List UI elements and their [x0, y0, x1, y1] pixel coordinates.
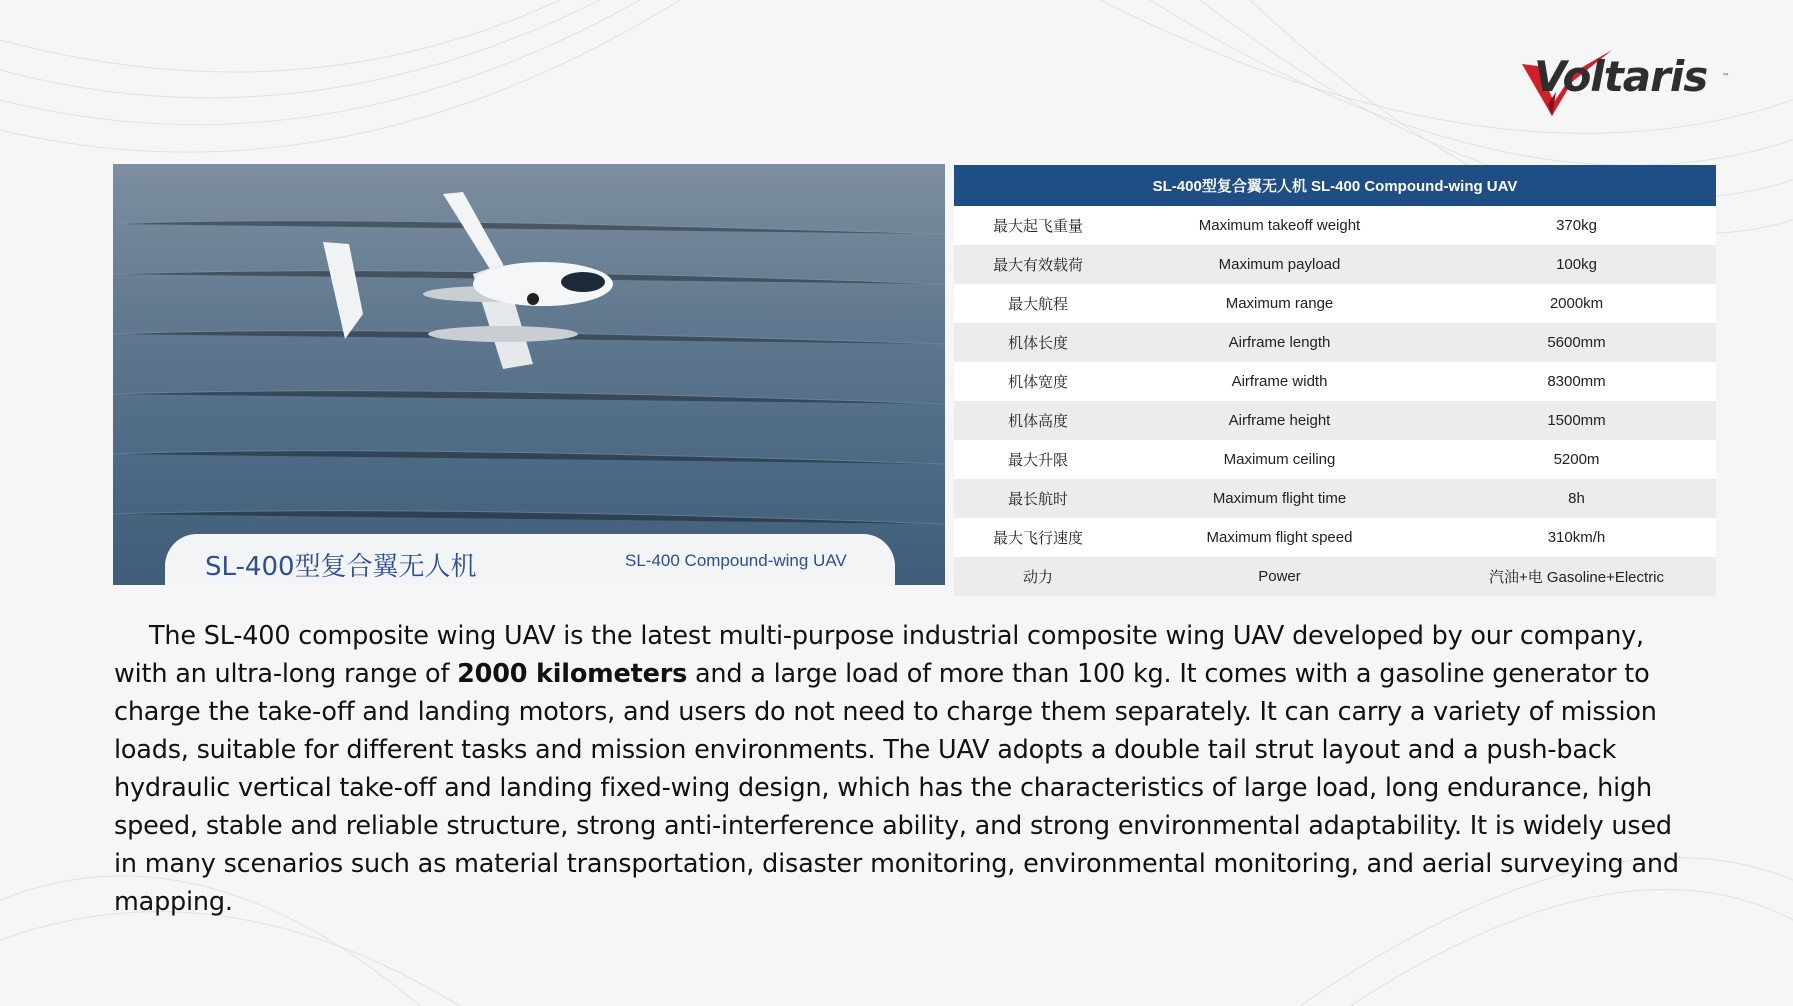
spec-cn: 机体高度: [954, 401, 1122, 440]
table-row: [954, 362, 1716, 401]
spec-en: Airframe height: [1122, 401, 1437, 440]
description-paragraph: [114, 617, 1694, 921]
uav-over-water-image: [113, 164, 945, 585]
table-row: [954, 557, 1716, 596]
spec-cn: 最大飞行速度: [954, 518, 1122, 557]
logo-text: Voltaris: [1534, 52, 1708, 101]
table-row: [954, 440, 1716, 479]
spec-cn: 最长航时: [954, 479, 1122, 518]
spec-value: 5600mm: [1437, 323, 1716, 362]
spec-en: Maximum takeoff weight: [1122, 206, 1437, 245]
spec-cn: 最大起飞重量: [954, 206, 1122, 245]
spec-en: Power: [1122, 557, 1437, 596]
spec-value: 100kg: [1437, 245, 1716, 284]
spec-cn: 最大有效载荷: [954, 245, 1122, 284]
table-row: [954, 245, 1716, 284]
spec-value: 370kg: [1437, 206, 1716, 245]
description-text-2: and a large load of more than 100 kg. It comes with a gasoline generator to charge the take-off and landing motors, and users do not need to charge them separately. It can carry a variety of mission loads, suitable for different tasks and mission environments. The UAV adopts a double tail strut layout and a push-back hydraulic vertical take-off and landing fixed-wing design, which has the characteristics of large load, long endurance, high speed, stable and reliable structure, strong anti-interference ability, and strong environmental adaptability. It is widely used in many scenarios such as material transportation, disaster monitoring, environmental monitoring, and aerial surveying and mapping.: [114, 659, 1679, 917]
spec-value: 8300mm: [1437, 362, 1716, 401]
table-row: [954, 518, 1716, 557]
spec-cn: 机体宽度: [954, 362, 1122, 401]
spec-en: Maximum flight speed: [1122, 518, 1437, 557]
spec-en: Maximum payload: [1122, 245, 1437, 284]
spec-cn: 最大航程: [954, 284, 1122, 323]
spec-table-title: SL-400型复合翼无人机 SL-400 Compound-wing UAV: [954, 165, 1716, 206]
table-row: [954, 323, 1716, 362]
spec-value: 5200m: [1437, 440, 1716, 479]
table-row: [954, 284, 1716, 323]
spec-value: 2000km: [1437, 284, 1716, 323]
spec-cn: 动力: [954, 557, 1122, 596]
spec-cn: 最大升限: [954, 440, 1122, 479]
table-row: [954, 401, 1716, 440]
spec-en: Maximum ceiling: [1122, 440, 1437, 479]
spec-value: 8h: [1437, 479, 1716, 518]
spec-table: [954, 165, 1716, 596]
spec-cn: 机体长度: [954, 323, 1122, 362]
photo-caption: [165, 534, 895, 585]
spec-en: Maximum range: [1122, 284, 1437, 323]
logo-trademark: ™: [1722, 72, 1730, 81]
spec-en: Maximum flight time: [1122, 479, 1437, 518]
uav-aircraft-icon: [323, 192, 613, 369]
caption-english: SL-400 Compound-wing UAV: [625, 551, 847, 570]
spec-value: 310km/h: [1437, 518, 1716, 557]
table-row: [954, 206, 1716, 245]
caption-chinese: SL-400型复合翼无人机: [205, 552, 477, 582]
spec-en: Airframe length: [1122, 323, 1437, 362]
uav-photo: [113, 164, 945, 585]
description-text-1: The SL-400 composite wing UAV is the latest multi-purpose industrial composite wing UAV developed by our company, with an ultra-long range of: [114, 621, 1644, 689]
spec-en: Airframe width: [1122, 362, 1437, 401]
table-row: [954, 479, 1716, 518]
description-highlight: 2000 kilometers: [457, 659, 688, 689]
spec-value: 1500mm: [1437, 401, 1716, 440]
spec-value: 汽油+电 Gasoline+Electric: [1437, 557, 1716, 596]
